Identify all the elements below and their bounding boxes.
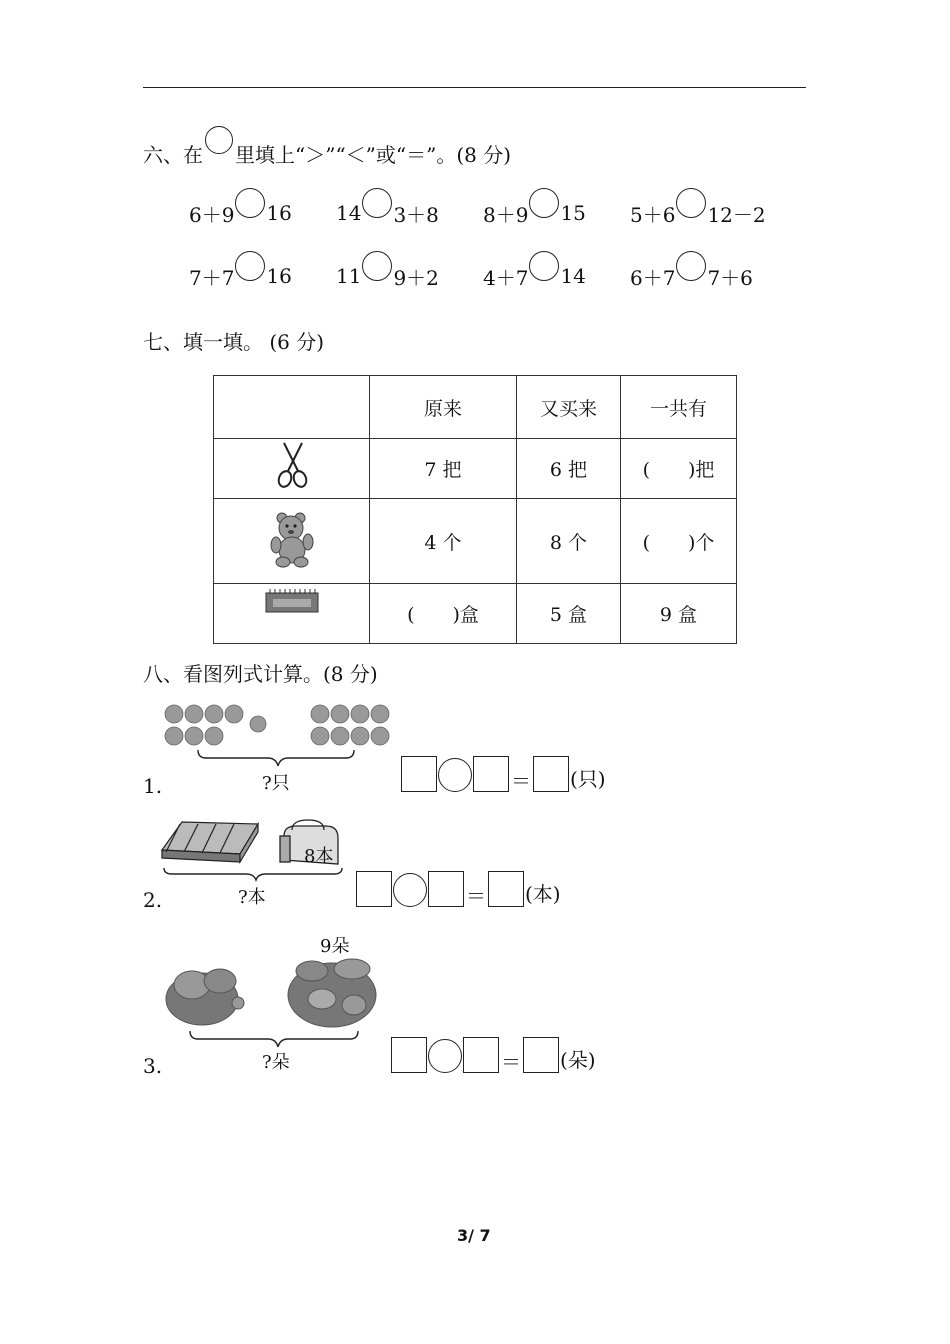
table-cell: 6 把 xyxy=(517,439,621,499)
unit-label: (朵) xyxy=(560,1048,596,1072)
table-cell: 7 把 xyxy=(370,439,517,499)
answer-circle[interactable] xyxy=(362,251,392,281)
operator-circle[interactable] xyxy=(393,873,427,907)
table-cell: 5 盒 xyxy=(517,584,621,644)
problem-left: 4＋7 xyxy=(483,265,529,290)
table-header-cell: 又买来 xyxy=(517,376,621,439)
table-cell: 4 个 xyxy=(370,499,517,584)
table-header-cell: 原来 xyxy=(370,376,517,439)
section7-title: 七、填一填。 (6 分) xyxy=(143,330,325,354)
unit-label: (只) xyxy=(570,767,606,791)
equals-sign: ＝ xyxy=(466,884,486,908)
answer-box[interactable] xyxy=(533,756,569,792)
top-rule xyxy=(143,87,806,88)
problem-number: 2. xyxy=(143,888,163,912)
answer-circle[interactable] xyxy=(235,188,265,218)
compare-problem xyxy=(189,261,292,291)
scissors-icon xyxy=(214,439,370,499)
brace-label: ?只 xyxy=(262,773,290,794)
answer-box[interactable] xyxy=(428,871,464,907)
problem-left: 6＋7 xyxy=(630,265,676,290)
compare-problem xyxy=(336,198,439,228)
table-row xyxy=(214,584,737,644)
problem-left: 5＋6 xyxy=(630,202,676,227)
answer-box[interactable] xyxy=(463,1037,499,1073)
answer-box[interactable] xyxy=(523,1037,559,1073)
problem-number: 1. xyxy=(143,774,163,798)
birds-picture xyxy=(160,700,392,770)
table-row xyxy=(214,439,737,499)
answer-box[interactable] xyxy=(401,756,437,792)
equals-sign: ＝ xyxy=(511,769,531,793)
equation-boxes xyxy=(391,1037,596,1073)
problem-right: 7＋6 xyxy=(707,265,753,290)
answer-circle[interactable] xyxy=(529,188,559,218)
crayon-box-icon xyxy=(214,584,370,644)
answer-box[interactable] xyxy=(391,1037,427,1073)
bag-label: 8本 xyxy=(304,846,334,867)
compare-problem xyxy=(336,261,439,291)
equation-boxes xyxy=(356,871,561,907)
table-header-cell xyxy=(214,376,370,439)
brace-label: ?朵 xyxy=(262,1052,290,1073)
problem-right: 3＋8 xyxy=(393,202,439,227)
teddy-bear-icon xyxy=(214,499,370,584)
table-row xyxy=(214,499,737,584)
answer-box[interactable] xyxy=(473,756,509,792)
problem-right: 15 xyxy=(560,201,586,225)
section6-title-part1: 六、在 xyxy=(143,143,203,167)
operator-circle[interactable] xyxy=(428,1039,462,1073)
problem-right: 16 xyxy=(266,201,292,225)
answer-circle[interactable] xyxy=(676,251,706,281)
problem-number: 3. xyxy=(143,1054,163,1078)
answer-cell[interactable]: ( )把 xyxy=(621,439,737,499)
section6-title xyxy=(143,134,511,168)
compare-problem xyxy=(483,198,586,228)
table-cell: 9 盒 xyxy=(621,584,737,644)
problem-right: 12－2 xyxy=(707,202,766,227)
problem-left: 7＋7 xyxy=(189,265,235,290)
compare-problem xyxy=(630,198,766,228)
table-header-cell: 一共有 xyxy=(621,376,737,439)
answer-box[interactable] xyxy=(356,871,392,907)
operator-circle[interactable] xyxy=(438,758,472,792)
answer-circle[interactable] xyxy=(235,251,265,281)
fill-table xyxy=(213,375,737,644)
problem-right: 14 xyxy=(560,264,586,288)
circle-icon xyxy=(205,126,233,154)
section8-title: 八、看图列式计算。(8 分) xyxy=(143,662,378,686)
section6-title-part2: 里填上“＞”“＜”或“＝”。(8 分) xyxy=(235,143,512,167)
compare-problem xyxy=(630,261,753,291)
equation-boxes xyxy=(401,756,606,792)
problem-left: 14 xyxy=(336,201,362,225)
unit-label: (本) xyxy=(525,882,561,906)
brace-label: ?本 xyxy=(238,887,266,908)
equals-sign: ＝ xyxy=(501,1050,521,1074)
table-cell: 8 个 xyxy=(517,499,621,584)
top-label: 9朵 xyxy=(320,936,350,957)
answer-cell[interactable]: ( )个 xyxy=(621,499,737,584)
answer-circle[interactable] xyxy=(676,188,706,218)
answer-circle[interactable] xyxy=(362,188,392,218)
problem-right: 9＋2 xyxy=(393,265,439,290)
answer-box[interactable] xyxy=(488,871,524,907)
compare-problem xyxy=(189,198,292,228)
page-number: 3/ 7 xyxy=(457,1226,491,1245)
problem-right: 16 xyxy=(266,264,292,288)
answer-cell[interactable]: ( )盒 xyxy=(370,584,517,644)
answer-circle[interactable] xyxy=(529,251,559,281)
compare-problem xyxy=(483,261,586,291)
flowers-picture xyxy=(162,955,382,1049)
problem-left: 6＋9 xyxy=(189,202,235,227)
table-header-row xyxy=(214,376,737,439)
problem-left: 11 xyxy=(336,264,362,288)
problem-left: 8＋9 xyxy=(483,202,529,227)
